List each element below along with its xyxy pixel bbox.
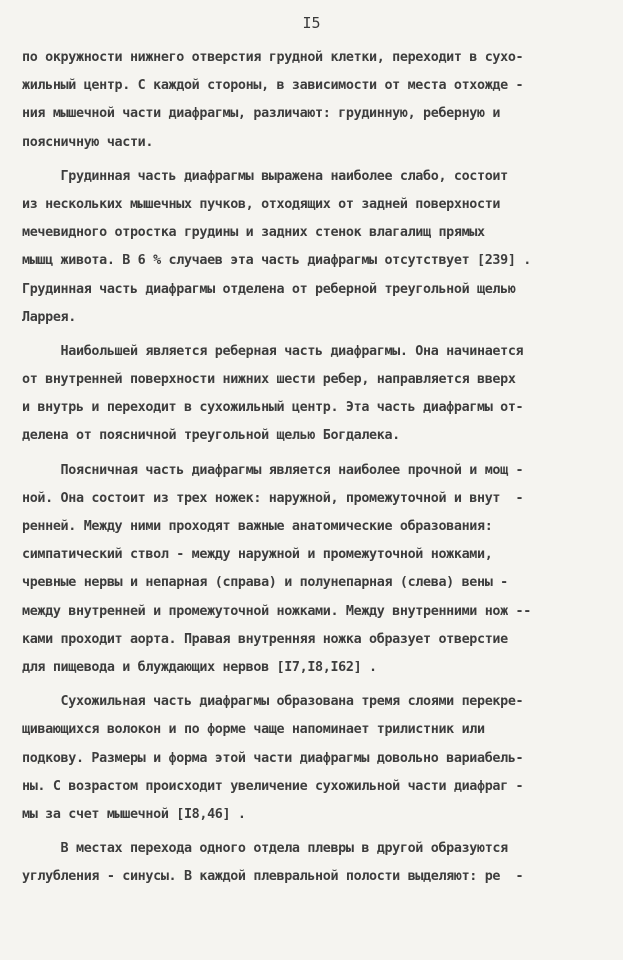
paragraph-attachment	[22, 44, 602, 157]
text-line: симпатический ствол - между наружной и промежуточной ножками,	[22, 547, 493, 563]
text-line: от внутренней поверхности нижних шести ребер, направляется вверх	[22, 372, 516, 388]
text-line: мы за счет мышечной [I8,46] .	[22, 806, 246, 822]
text-line: из нескольких мышечных пучков, отходящих от задней поверхности	[22, 196, 501, 212]
text-line: Ларрея.	[22, 309, 76, 325]
paragraph-pleural-sinuses	[22, 835, 602, 891]
text-line: для пищевода и блуждающих нервов [I7,I8,I62] .	[22, 659, 377, 675]
text-line: Грудинная часть диафрагмы отделена от реберной треугольной щелью	[22, 281, 516, 297]
text-line: по окружности нижнего отверстия грудной клетки, переходит в сухо-	[22, 50, 524, 65]
text-line: ной. Она состоит из трех ножек: наружной, промежуточной и внут -	[22, 490, 524, 506]
text-line: поясничную части.	[22, 134, 154, 150]
paragraph-lumbar-part	[22, 457, 602, 683]
paragraph-costal-part	[22, 338, 602, 451]
text-line: и внутрь и переходит в сухожильный центр. Эта часть диафрагмы от-	[22, 400, 524, 416]
text-line: В местах перехода одного отдела плевры в другой образуются	[22, 841, 508, 857]
text-line: щивающихся волокон и по форме чаще напоминает трилистник или	[22, 722, 485, 738]
text-line: делена от поясничной треугольной щелью Богдалека.	[22, 428, 400, 444]
text-line: между внутренней и промежуточной ножками. Между внутренними нож --	[22, 603, 531, 619]
paragraph-tendinous-part	[22, 688, 602, 829]
text-line: подкову. Размеры и форма этой части диафрагмы довольно вариабель-	[22, 750, 524, 766]
text-line: Наибольшей является реберная часть диафрагмы. Она начинается	[22, 343, 524, 359]
text-line: Грудинная часть диафрагмы выражена наиболее слабо, состоит	[22, 168, 508, 184]
text-line: жильный центр. С каждой стороны, в зависимости от места отхожде -	[22, 78, 524, 94]
page-number: I5	[302, 14, 321, 32]
text-line: мечевидного отростка грудины и задних стенок влагалищ прямых	[22, 225, 485, 241]
paragraph-sternal-part	[22, 163, 602, 332]
text-line: ния мышечной части диафрагмы, различают: грудинную, реберную и	[22, 106, 501, 122]
text-line: мышц живота. В 6 % случаев эта часть диафрагмы отсутствует [239] .	[22, 253, 531, 269]
text-line: Поясничная часть диафрагмы является наиболее прочной и мощ -	[22, 462, 524, 478]
text-line: ны. С возрастом происходит увеличение сухожильной части диафраг -	[22, 778, 524, 794]
text-line: ками проходит аорта. Правая внутренняя ножка образует отверстие	[22, 631, 508, 647]
text-line: Сухожильная часть диафрагмы образована тремя слоями перекре-	[22, 694, 524, 710]
text-line: чревные нервы и непарная (справа) и полунепарная (слева) вены -	[22, 575, 508, 591]
text-line: ренней. Между ними проходят важные анатомические образования:	[22, 519, 493, 534]
text-line: углубления - синусы. В каждой плевральной полости выделяют: ре -	[22, 869, 524, 885]
body-text	[22, 44, 602, 891]
